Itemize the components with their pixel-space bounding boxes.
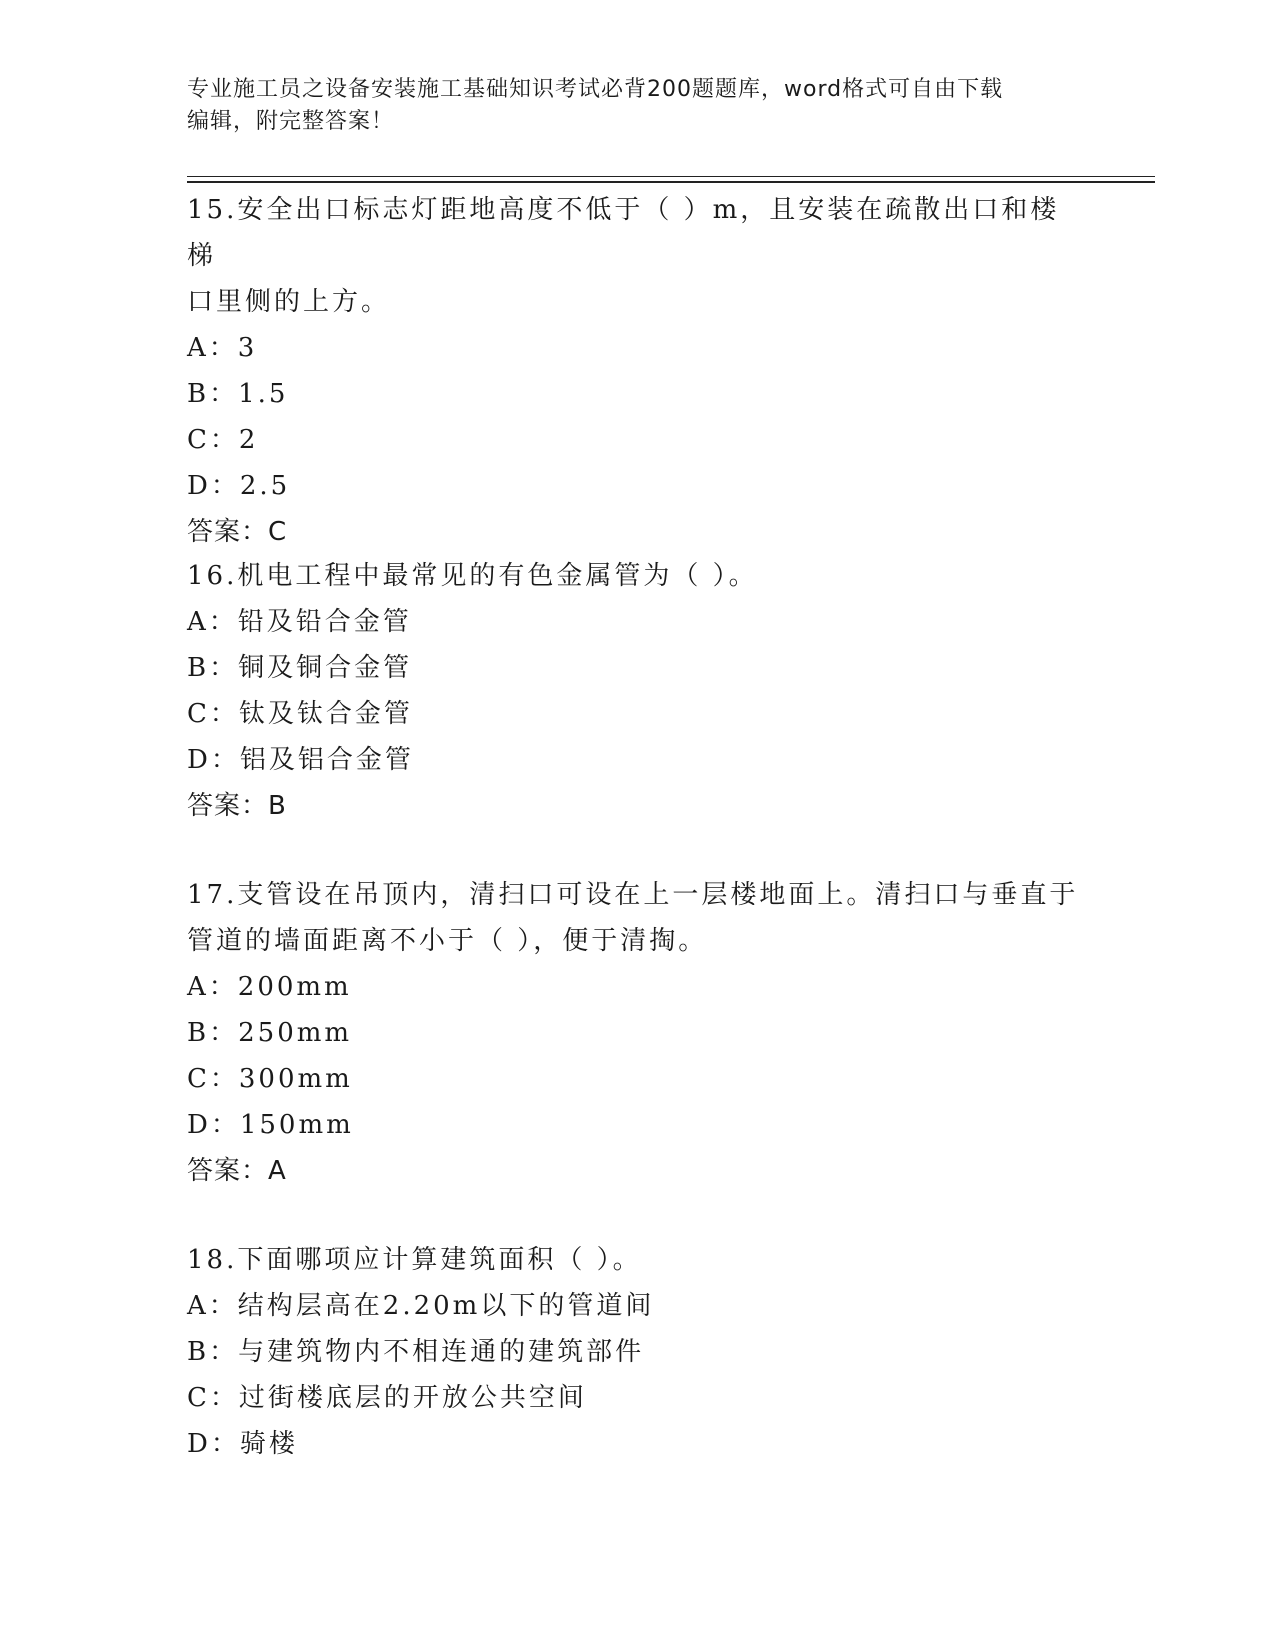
question-stem — [187, 872, 1087, 964]
option-a: A：200mm — [187, 972, 352, 1002]
question-16 — [187, 553, 1087, 829]
question-stem — [187, 553, 1087, 599]
option-c: C：2 — [187, 425, 259, 455]
stem-line: 17.支管设在吊顶内，清扫口可设在上一层楼地面上。清扫口与垂直于 — [187, 880, 1079, 910]
option-b: B：铜及铜合金管 — [187, 653, 413, 683]
header-line-1: 专业施工员之设备安装施工基础知识考试必背200题题库，word格式可自由下载 — [187, 77, 1004, 102]
option-b: B：1.5 — [187, 379, 289, 409]
question-stem — [187, 1237, 1087, 1283]
stem-line: 口里侧的上方。 — [187, 287, 391, 317]
option-a: A：结构层高在2.20m以下的管道间 — [187, 1291, 655, 1321]
option-d: D：150mm — [187, 1110, 354, 1140]
answer: 答案：C — [187, 517, 288, 547]
stem-line: 16.机电工程中最常见的有色金属管为（ ）。 — [187, 561, 758, 591]
question-18 — [187, 1237, 1087, 1467]
question-stem — [187, 187, 1087, 325]
question-17 — [187, 872, 1087, 1194]
option-a: A：铅及铅合金管 — [187, 607, 412, 637]
stem-line: 管道的墙面距离不小于（ ），便于清掏。 — [187, 926, 708, 956]
answer: 答案：A — [187, 1156, 287, 1186]
question-15 — [187, 187, 1087, 555]
option-d: D：铝及铝合金管 — [187, 745, 414, 775]
option-d: D：2.5 — [187, 471, 291, 501]
option-b: B：250mm — [187, 1018, 353, 1048]
document-header — [187, 74, 1087, 138]
stem-line: 18.下面哪项应计算建筑面积（ ）。 — [187, 1245, 642, 1275]
option-c: C：过街楼底层的开放公共空间 — [187, 1383, 587, 1413]
stem-line: 15.安全出口标志灯距地高度不低于（ ）m，且安装在疏散出口和楼梯 — [187, 195, 1060, 271]
header-divider-thin — [187, 176, 1155, 177]
header-divider-thick — [187, 181, 1155, 183]
option-b: B：与建筑物内不相连通的建筑部件 — [187, 1337, 645, 1367]
answer: 答案：B — [187, 791, 287, 821]
header-line-2: 编辑，附完整答案！ — [187, 109, 395, 134]
option-a: A：3 — [187, 333, 258, 363]
option-c: C：钛及钛合金管 — [187, 699, 413, 729]
option-d: D：骑楼 — [187, 1429, 298, 1459]
option-c: C：300mm — [187, 1064, 353, 1094]
